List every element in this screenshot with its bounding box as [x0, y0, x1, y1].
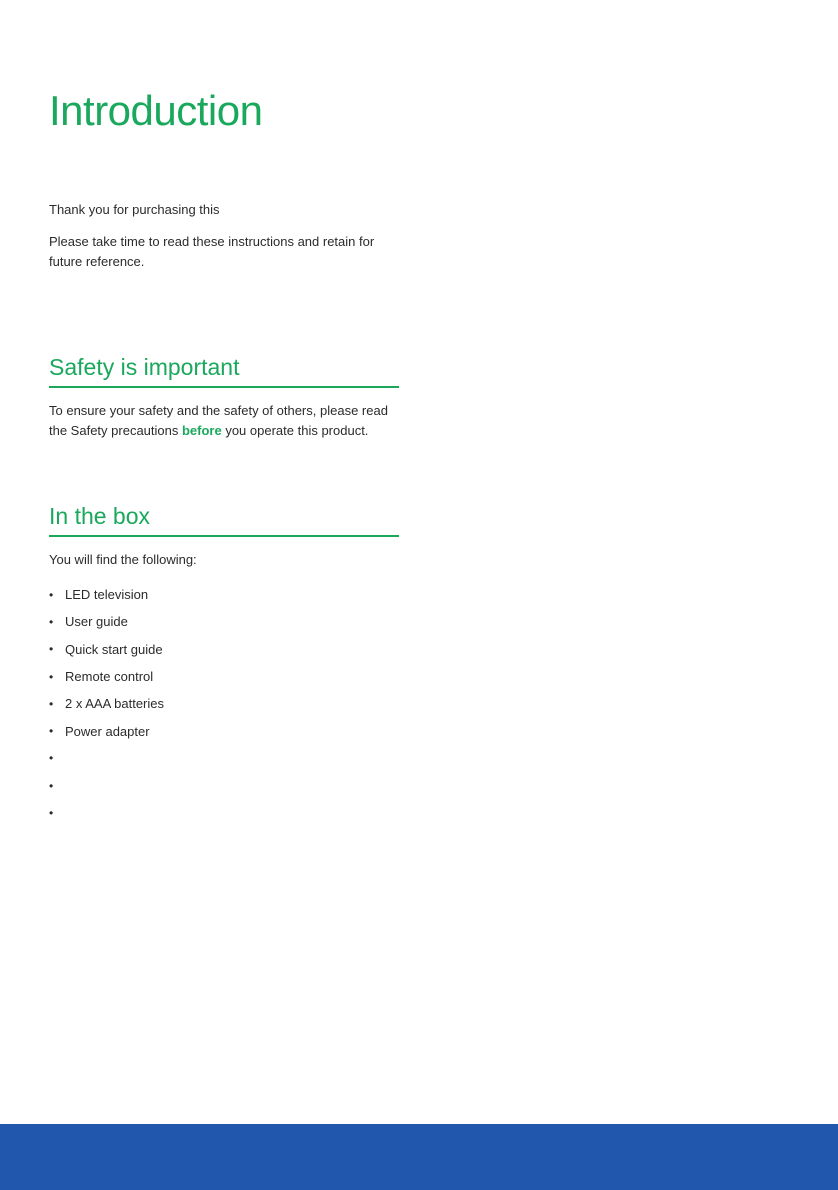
- in-the-box-heading-rule: [49, 535, 399, 537]
- list-item-label: LED television: [65, 587, 149, 603]
- in-the-box-heading: In the box: [49, 503, 151, 529]
- list-item: [49, 745, 164, 772]
- footer-bar: [0, 1124, 838, 1190]
- list-item: [49, 636, 164, 663]
- safety-text-end: you operate this product.: [221, 423, 369, 438]
- list-item-label: User guide: [65, 614, 128, 630]
- safety-text-start: To ensure your safety and the safety of others, please read the Safety precautions: [49, 403, 388, 438]
- bullet-icon: •: [49, 614, 54, 629]
- list-item-label: Power adapter: [65, 723, 150, 739]
- page-title: Introduction: [49, 87, 263, 134]
- list-item: [49, 772, 164, 799]
- intro-section: [49, 200, 394, 284]
- bullet-icon: •: [49, 751, 54, 766]
- intro-thanks-text: Thank you for purchasing this: [49, 202, 220, 217]
- list-item: [49, 799, 164, 826]
- list-item-label: Quick start guide: [65, 641, 163, 657]
- bullet-icon: •: [49, 778, 54, 793]
- in-the-box-list: [49, 581, 164, 827]
- list-item: [49, 608, 164, 635]
- safety-heading-rule: [49, 386, 399, 388]
- safety-heading: Safety is important: [49, 354, 240, 380]
- safety-paragraph: [49, 401, 409, 441]
- list-item: [49, 581, 164, 608]
- bullet-icon: •: [49, 696, 54, 711]
- in-the-box-intro: You will find the following:: [49, 552, 197, 567]
- list-item-label: 2 x AAA batteries: [65, 696, 165, 712]
- bullet-icon: •: [49, 806, 54, 821]
- list-item: [49, 717, 164, 744]
- bullet-icon: •: [49, 642, 54, 657]
- list-item: [49, 690, 164, 717]
- safety-emphasis-before: before: [181, 423, 222, 438]
- list-item: [49, 663, 164, 690]
- bullet-icon: •: [49, 724, 54, 739]
- bullet-icon: •: [49, 587, 54, 602]
- list-item-label: Remote control: [65, 669, 154, 685]
- intro-instructions-text: Please take time to read these instructions and retain for future reference.: [49, 234, 375, 269]
- bullet-icon: •: [49, 669, 54, 684]
